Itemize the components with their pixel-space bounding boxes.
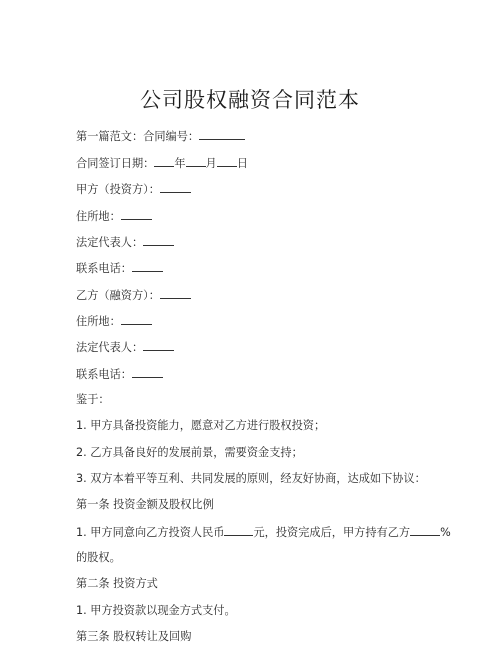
recital-2 <box>76 445 303 461</box>
month-blank <box>186 155 206 167</box>
article-1-clause-1 <box>76 524 451 541</box>
clause-1-text-b: 元，投资完成后，甲方持有乙方 <box>253 526 411 539</box>
clause-1-cont-text: 的股权。 <box>76 551 121 564</box>
party-a-address-line <box>76 208 152 225</box>
party-b-address-label: 住所地： <box>76 315 121 328</box>
party-b-address-blank <box>121 313 152 325</box>
party-a-address-label: 住所地： <box>76 210 121 223</box>
contract-number-blank <box>199 128 245 140</box>
party-b-rep-line <box>76 339 174 356</box>
year-text: 年 <box>174 157 186 170</box>
month-text: 月 <box>205 157 217 170</box>
article-3-heading-text: 第三条 股权转让及回购 <box>76 630 192 643</box>
party-a-rep-line <box>76 234 174 251</box>
whereas-text: 鉴于： <box>76 393 110 406</box>
recital-1-text: 1. 甲方具备投资能力，愿意对乙方进行股权投资； <box>76 419 326 432</box>
party-b-phone-line <box>76 366 163 383</box>
party-b-phone-label: 联系电话： <box>76 368 132 381</box>
recital-2-text: 2. 乙方具备良好的发展前景，需要资金支持； <box>76 446 303 459</box>
party-a-rep-label: 法定代表人： <box>76 236 144 249</box>
article-1-heading-text: 第一条 投资金额及股权比例 <box>76 498 214 511</box>
party-b-rep-label: 法定代表人： <box>76 341 144 354</box>
recital-3 <box>76 471 426 487</box>
article-2-heading <box>76 576 158 592</box>
clause-1-percent: % <box>440 526 451 539</box>
article-1-clause-1-cont <box>76 550 121 566</box>
document-title: 公司股权融资合同范本 <box>140 88 360 112</box>
year-blank <box>154 155 174 167</box>
party-a-blank <box>160 181 191 193</box>
party-a-phone-blank <box>132 260 163 272</box>
party-b-address-line <box>76 313 152 330</box>
party-b-rep-blank <box>143 339 174 351</box>
contract-number-line <box>76 128 245 145</box>
article-1-heading <box>76 497 214 513</box>
whereas-line <box>76 392 110 408</box>
party-b-label: 乙方（融资方）： <box>76 289 160 302</box>
sign-date-label: 合同签订日期： <box>76 157 155 170</box>
article-2-clause-1 <box>76 603 236 619</box>
party-a-line <box>76 181 191 198</box>
article-3-heading <box>76 629 191 645</box>
equity-percent-blank <box>410 524 440 536</box>
party-a-phone-line <box>76 260 163 277</box>
recital-3-text: 3. 双方本着平等互利、共同发展的原则，经友好协商，达成如下协议： <box>76 472 426 485</box>
party-b-line <box>76 287 191 304</box>
sign-date-line <box>76 155 248 172</box>
party-a-rep-blank <box>143 234 174 246</box>
party-a-address-blank <box>121 208 152 220</box>
investment-amount-blank <box>224 524 253 536</box>
article-2-heading-text: 第二条 投资方式 <box>76 577 158 590</box>
party-a-label: 甲方（投资方）： <box>76 183 160 196</box>
day-blank <box>217 155 237 167</box>
contract-number-label: 第一篇范文：合同编号： <box>76 130 200 143</box>
article-2-clause-1-text: 1. 甲方投资款以现金方式支付。 <box>76 604 236 617</box>
party-b-blank <box>160 287 191 299</box>
recital-1 <box>76 418 325 434</box>
party-b-phone-blank <box>132 366 163 378</box>
clause-1-text-a: 1. 甲方同意向乙方投资人民币 <box>76 526 225 539</box>
party-a-phone-label: 联系电话： <box>76 262 132 275</box>
day-text: 日 <box>236 157 248 170</box>
